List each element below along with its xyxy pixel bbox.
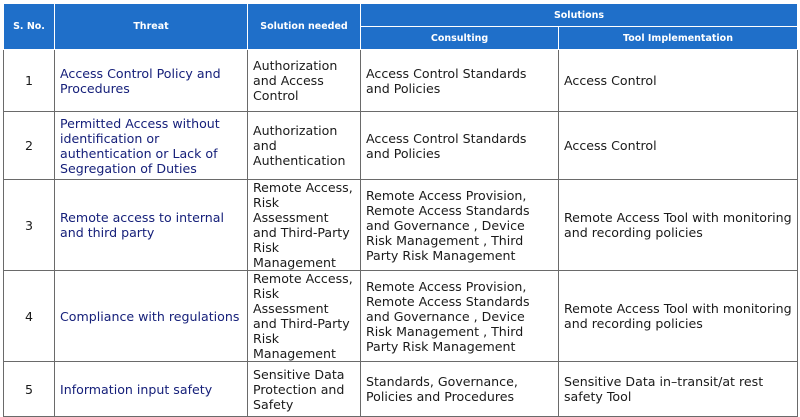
cell-threat: Compliance with regulations: [55, 271, 248, 362]
cell-tool: Sensitive Data in–transit/at rest safety Tool: [559, 362, 798, 417]
table-row: [4, 112, 798, 180]
threat-solutions-table: [3, 3, 798, 417]
cell-solution-needed: Sensitive Data Protection and Safety: [248, 362, 361, 417]
cell-sno: 3: [4, 180, 55, 271]
header-solution-needed: Solution needed: [248, 4, 361, 50]
cell-tool: Remote Access Tool with monitoring and recording policies: [559, 180, 798, 271]
table-row: [4, 50, 798, 112]
header-threat: Threat: [55, 4, 248, 50]
cell-tool: Access Control: [559, 112, 798, 180]
cell-tool: Remote Access Tool with monitoring and recording policies: [559, 271, 798, 362]
cell-solution-needed: Remote Access, Risk Assessment and Third-Party Risk Management: [248, 180, 361, 271]
cell-consulting: Access Control Standards and Policies: [361, 112, 559, 180]
table-row: [4, 271, 798, 362]
cell-sno: 4: [4, 271, 55, 362]
table-row: [4, 362, 798, 417]
cell-sno: 5: [4, 362, 55, 417]
table-row: [4, 180, 798, 271]
cell-tool: Access Control: [559, 50, 798, 112]
table-body: [4, 50, 798, 417]
cell-solution-needed: Authorization and Access Control: [248, 50, 361, 112]
header-sno: S. No.: [4, 4, 55, 50]
cell-threat: Permitted Access without identification or authentication or Lack of Segregation of Duties: [55, 112, 248, 180]
cell-sno: 2: [4, 112, 55, 180]
cell-threat: Access Control Policy and Procedures: [55, 50, 248, 112]
header-consulting: Consulting: [361, 27, 559, 50]
cell-consulting: Standards, Governance, Policies and Procedures: [361, 362, 559, 417]
cell-threat: Information input safety: [55, 362, 248, 417]
threat-solutions-table-wrapper: [3, 3, 798, 417]
cell-sno: 1: [4, 50, 55, 112]
cell-solution-needed: Authorization and Authentication: [248, 112, 361, 180]
cell-solution-needed: Remote Access, Risk Assessment and Third-Party Risk Management: [248, 271, 361, 362]
cell-consulting: Access Control Standards and Policies: [361, 50, 559, 112]
header-solutions: Solutions: [361, 4, 798, 27]
table-header: [4, 4, 798, 50]
cell-consulting: Remote Access Provision, Remote Access Standards and Governance , Device Risk Management , Third Party Risk Management: [361, 271, 559, 362]
cell-consulting: Remote Access Provision, Remote Access Standards and Governance , Device Risk Management , Third Party Risk Management: [361, 180, 559, 271]
header-tool-implementation: Tool Implementation: [559, 27, 798, 50]
cell-threat: Remote access to internal and third party: [55, 180, 248, 271]
